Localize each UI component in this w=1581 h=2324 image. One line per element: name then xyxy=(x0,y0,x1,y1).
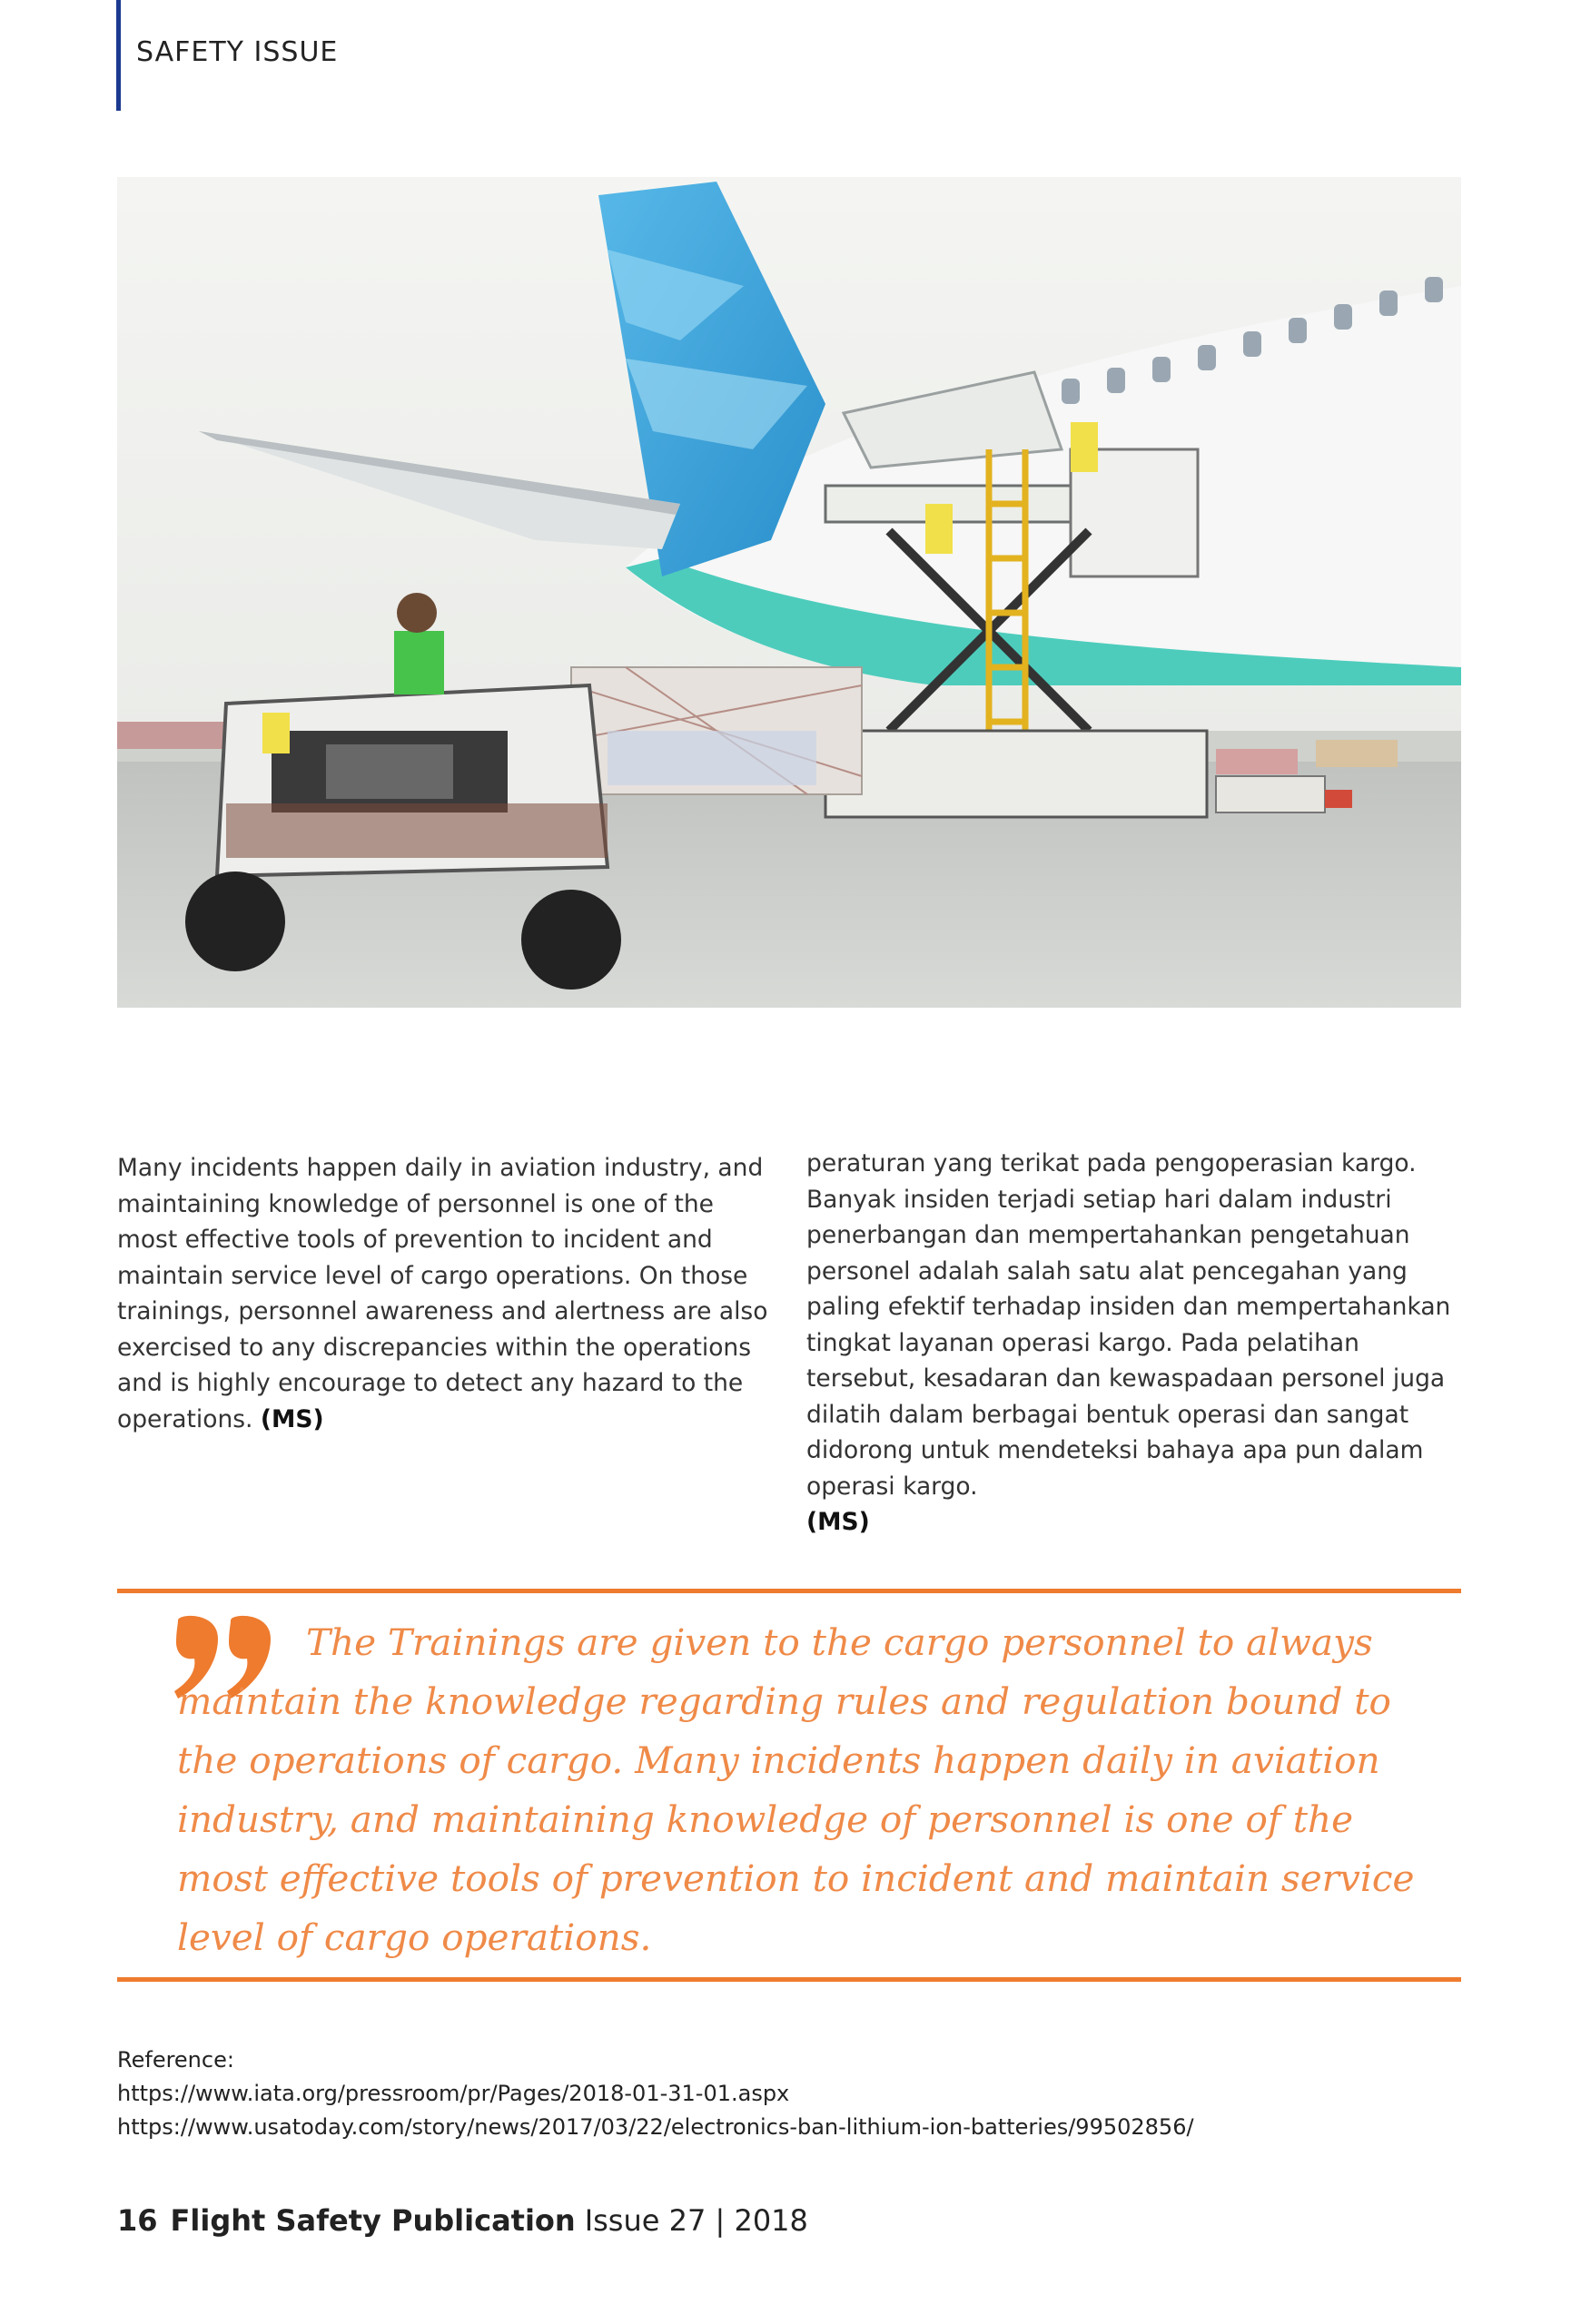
issue-info: Issue 27 | 2018 xyxy=(584,2203,808,2238)
pullquote-bottom-rule xyxy=(117,1977,1461,1982)
pullquote-top-rule xyxy=(117,1589,1461,1593)
header-rule xyxy=(116,0,121,111)
publication-name: Flight Safety Publication xyxy=(170,2203,576,2238)
reference-link[interactable]: https://www.usatoday.com/story/news/2017/03/22/electronics-ban-lithium-ion-batteries/99502856/ xyxy=(117,2114,1194,2140)
page-footer xyxy=(117,2203,808,2238)
cargo-loading-photo xyxy=(117,177,1461,1008)
section-label: SAFETY ISSUE xyxy=(136,36,339,68)
reference-link[interactable]: https://www.iata.org/pressroom/pr/Pages/2018-01-31-01.aspx xyxy=(117,2081,790,2106)
english-paragraph xyxy=(117,1150,771,1437)
pullquote xyxy=(177,1613,1421,1967)
page-number: 16 xyxy=(117,2203,158,2238)
indonesian-author-initials: (MS) xyxy=(806,1508,870,1536)
english-author-initials: (MS) xyxy=(260,1404,324,1433)
indonesian-paragraph xyxy=(806,1146,1460,1541)
english-text: Many incidents happen daily in aviation industry, and maintaining knowledge of personnel is one of the most effective tools of prevention to incident and maintain service level of cargo operations. On those trainings, personnel awareness and alertness are also exercised to any discrepancies within the operations and is highly encourage to detect any hazard to the operations. xyxy=(117,1154,768,1433)
references xyxy=(117,2043,1194,2144)
pullquote-text: The Trainings are given to the cargo personnel to always maintain the knowledge regarding rules and regulation bound to the operations of cargo. Many incidents happen daily in aviation industry, and maintaining knowledge of personnel is one of the most effective tools of prevention to incident and maintain service level of cargo operations. xyxy=(177,1620,1415,1959)
references-label: Reference: xyxy=(117,2047,234,2073)
indonesian-text: peraturan yang terikat pada pengoperasian kargo. Banyak insiden terjadi setiap hari dalam industri penerbangan dan mempertahankan pengetahuan personel adalah salah satu alat pencegahan yang paling efektif terhadap insiden dan mempertahankan tingkat layanan operasi kargo. Pada pelatihan tersebut, kesadaran dan kewaspadaan personel juga dilatih dalam berbagai bentuk operasi dan sangat didorong untuk mendeteksi bahaya apa pun dalam operasi kargo. xyxy=(806,1149,1451,1501)
